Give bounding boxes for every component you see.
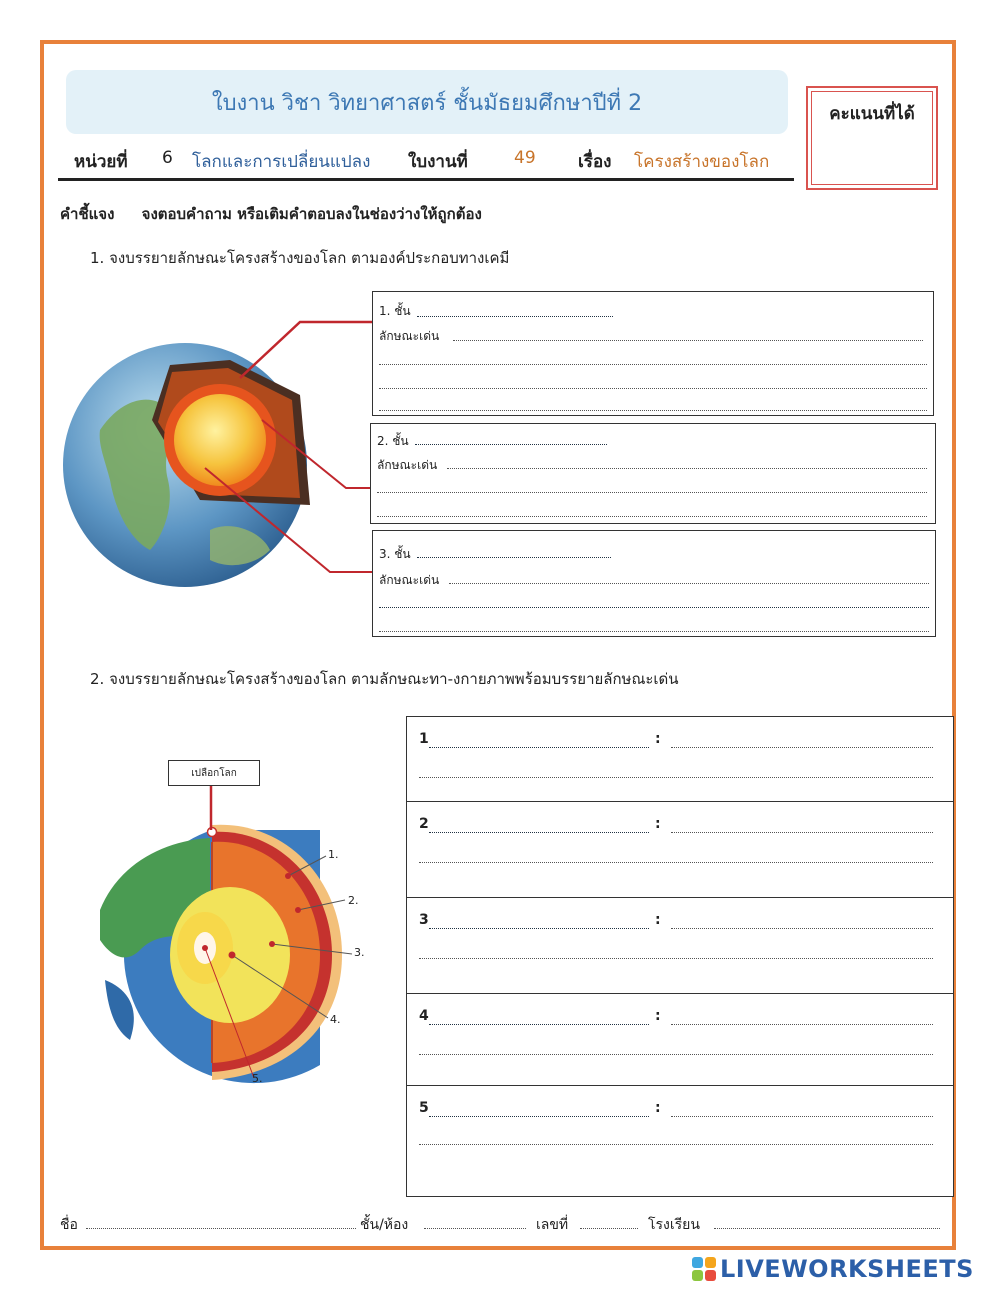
answer-5-layer-blank[interactable] [429, 1116, 649, 1117]
crust-label-box: เปลือกโลก [168, 760, 260, 786]
class-label: ชั้น/ห้อง [360, 1217, 409, 1233]
layer-1-feature-label: ลักษณะเด่น [379, 329, 440, 343]
answer-3-layer-blank[interactable] [429, 928, 649, 929]
answer-box-4[interactable]: 4 : [406, 993, 954, 1086]
answer-4-number: 4 [419, 1008, 429, 1024]
diagram-number-3: 3. [354, 946, 365, 959]
topic-label: เรื่อง [578, 152, 612, 172]
brand-name: LIVEWORKSHEETS [720, 1255, 974, 1283]
diagram-number-2: 2. [348, 894, 359, 907]
instructions-label: คำชี้แจง [60, 205, 115, 223]
layer-3-label: 3. ชั้น [379, 547, 411, 561]
school-label: โรงเรียน [648, 1217, 700, 1233]
answer-3-number: 3 [419, 912, 429, 928]
question-2: 2. จงบรรยายลักษณะโครงสร้างของโลก ตามลักษณะทา-งกายภาพพร้อมบรรยายลักษณะเด่น [90, 670, 679, 688]
diagram-number-1: 1. [328, 848, 339, 861]
layer-2-label: 2. ชั้น [377, 434, 409, 448]
diagram-number-5: 5. [252, 1072, 263, 1085]
name-label: ชื่อ [60, 1217, 78, 1233]
unit-label: หน่วยที่ [74, 152, 128, 172]
liveworksheets-logo-icon [692, 1257, 716, 1281]
score-label: คะแนนที่ได้ [829, 104, 915, 124]
unit-number: 6 [162, 148, 173, 168]
answer-box-5[interactable]: 5 : [406, 1085, 954, 1197]
answer-1-layer-blank[interactable] [429, 747, 649, 748]
diagram-number-4: 4. [330, 1013, 341, 1026]
worksheet-title: ใบงาน วิชา วิทยาศาสตร์ ชั้นมัธยมศึกษาปีที่ 2 [211, 90, 643, 116]
worksheet-number: 49 [514, 148, 536, 168]
name-blank[interactable] [86, 1228, 356, 1229]
answer-1-feature-blank[interactable] [671, 747, 933, 748]
worksheet-label: ใบงานที่ [408, 152, 468, 172]
instructions-text: จงตอบคำถาม หรือเติมคำตอบลงในช่องว่างให้ถูกต้อง [141, 205, 482, 223]
layer-1-label: 1. ชั้น [379, 304, 411, 318]
topic-name: โครงสร้างของโลก [634, 152, 770, 172]
question-1: 1. จงบรรยายลักษณะโครงสร้างของโลก ตามองค์ประกอบทางเคมี [90, 249, 510, 267]
school-blank[interactable] [714, 1228, 940, 1229]
answer-5-number: 5 [419, 1100, 429, 1116]
answer-5-feature-blank[interactable] [671, 1116, 933, 1117]
layer-2-feature-label: ลักษณะเด่น [377, 458, 438, 472]
answer-2-layer-blank[interactable] [429, 832, 649, 833]
layer-3-feature-label: ลักษณะเด่น [379, 573, 440, 587]
answer-4-layer-blank[interactable] [429, 1024, 649, 1025]
answer-2-number: 2 [419, 816, 429, 832]
answer-1-number: 1 [419, 731, 429, 747]
answer-box-3[interactable]: 3 : [406, 897, 954, 994]
answer-3-feature-blank[interactable] [671, 928, 933, 929]
unit-name: โลกและการเปลี่ยนแปลง [192, 152, 371, 172]
number-blank[interactable] [580, 1228, 638, 1229]
class-blank[interactable] [424, 1228, 526, 1229]
answer-box-2[interactable]: 2 : [406, 801, 954, 898]
answer-box-1[interactable]: 1 : [406, 716, 954, 802]
answer-4-feature-blank[interactable] [671, 1024, 933, 1025]
number-label: เลขที่ [536, 1217, 569, 1233]
answer-2-feature-blank[interactable] [671, 832, 933, 833]
liveworksheets-brand[interactable] [692, 1254, 974, 1284]
